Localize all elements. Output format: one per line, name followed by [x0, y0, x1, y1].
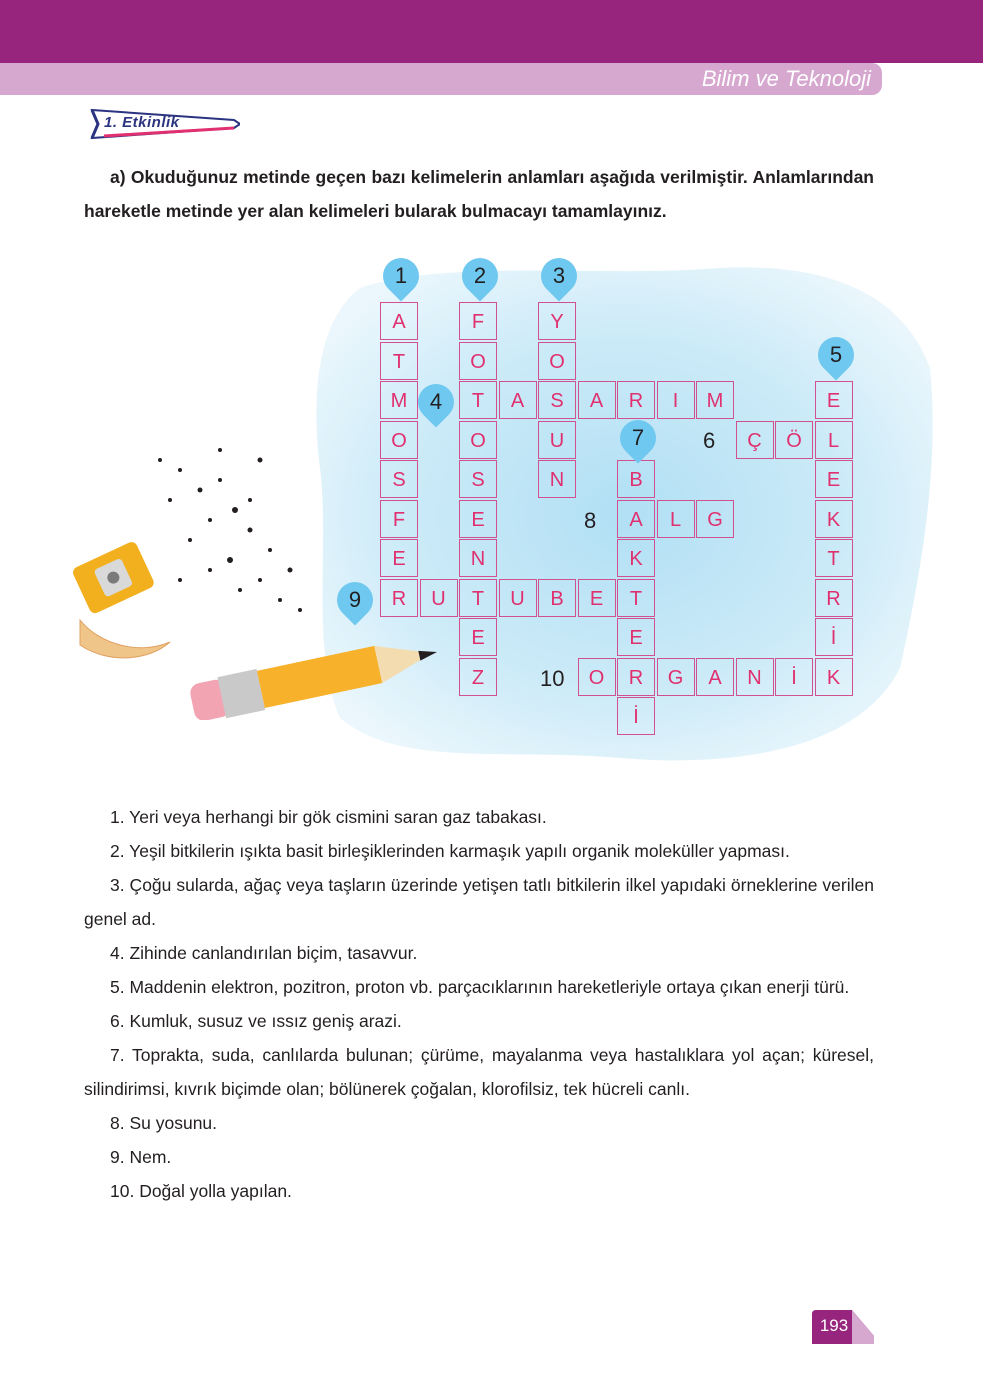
crossword-cell[interactable]: E [459, 500, 497, 538]
crossword-cell[interactable]: A [696, 658, 734, 696]
crossword-cell[interactable]: G [696, 500, 734, 538]
clue-number: 6 [703, 428, 716, 453]
crossword-cell[interactable]: O [459, 342, 497, 380]
crossword-cell[interactable]: Y [538, 302, 576, 340]
crossword-cell[interactable]: N [459, 539, 497, 577]
crossword-cell[interactable]: A [578, 381, 616, 419]
crossword-cell[interactable]: O [459, 421, 497, 459]
clue-number: 10 [540, 666, 565, 691]
crossword-cell[interactable]: R [815, 579, 853, 617]
crossword-cell[interactable]: E [578, 579, 616, 617]
clue-10: 10. Doğal yolla yapılan. [110, 1181, 292, 1201]
crossword-cell[interactable]: T [459, 381, 497, 419]
page-number: 193 [819, 1316, 849, 1335]
crossword-cell[interactable]: U [499, 579, 537, 617]
activity-label: 1. Etkinlik [104, 114, 180, 131]
crossword-cell[interactable]: K [815, 500, 853, 538]
crossword-cell[interactable]: T [459, 579, 497, 617]
crossword-cell[interactable]: T [380, 342, 418, 380]
crossword-cell[interactable]: L [815, 421, 853, 459]
crossword-cell[interactable]: Ö [775, 421, 813, 459]
instruction-text [84, 160, 874, 228]
crossword-cell[interactable]: Ç [736, 421, 774, 459]
clue-9: 9. Nem. [110, 1147, 172, 1167]
clue-5: 5. Maddenin elektron, pozitron, proton vb. parçacıklarının hareketleriyle ortaya çıkan enerji türü. [110, 977, 850, 997]
clue-number: 9 [348, 587, 362, 612]
clue-3: 3. Çoğu sularda, ağaç veya taşların üzerinde yetişen tatlı bitkilerin ilkel yapıdaki örneklerine verilen genel ad. [84, 875, 874, 929]
crossword-cell[interactable]: E [459, 618, 497, 656]
crossword-cell[interactable]: K [815, 658, 853, 696]
crossword-cell[interactable]: E [815, 460, 853, 498]
clue-8: 8. Su yosunu. [110, 1113, 218, 1133]
crossword-cell[interactable]: O [578, 658, 616, 696]
crossword-cell[interactable]: N [538, 460, 576, 498]
clue-7: 7. Toprakta, suda, canlılarda bulunan; çürüme, mayalanma veya hastalıklara yol açan; küresel, silindirimsi, kıvrık biçimde olan; bölünerek çoğalan, klorofilsiz, tek hücreli canlı. [84, 1045, 874, 1099]
top-band [0, 0, 983, 63]
crossword-cell[interactable]: B [538, 579, 576, 617]
crossword-cell[interactable]: İ [617, 697, 655, 735]
clue-number: 1 [394, 263, 408, 288]
clue-number: 7 [631, 425, 645, 450]
crossword-cell[interactable]: E [617, 618, 655, 656]
crossword-cell[interactable]: R [380, 579, 418, 617]
crossword-cell[interactable]: B [617, 460, 655, 498]
clue-number: 5 [829, 342, 843, 367]
crossword-cell[interactable]: R [617, 658, 655, 696]
crossword-cell[interactable]: Z [459, 658, 497, 696]
crossword-cell[interactable]: A [617, 500, 655, 538]
clue-number: 8 [584, 508, 597, 533]
clue-number: 2 [473, 263, 487, 288]
clue-number: 3 [552, 263, 566, 288]
crossword-cell[interactable]: İ [815, 618, 853, 656]
crossword-cell[interactable]: F [459, 302, 497, 340]
crossword-cell[interactable]: M [696, 381, 734, 419]
crossword-cell[interactable]: E [380, 539, 418, 577]
crossword-cell[interactable]: S [380, 460, 418, 498]
crossword-cell[interactable]: A [380, 302, 418, 340]
clue-number: 4 [429, 389, 443, 414]
clue-6: 6. Kumluk, susuz ve ıssız geniş arazi. [110, 1011, 402, 1031]
clue-1: 1. Yeri veya herhangi bir gök cismini saran gaz tabakası. [110, 807, 547, 827]
crossword-cell[interactable]: A [499, 381, 537, 419]
crossword-cell[interactable]: G [657, 658, 695, 696]
crossword-cell[interactable]: M [380, 381, 418, 419]
crossword-cell[interactable]: U [420, 579, 458, 617]
crossword-cell[interactable]: R [617, 381, 655, 419]
crossword-cell[interactable]: E [815, 381, 853, 419]
crossword-cell[interactable]: L [657, 500, 695, 538]
crossword-cell[interactable]: İ [775, 658, 813, 696]
crossword-cell[interactable]: F [380, 500, 418, 538]
crossword-cell[interactable]: O [538, 342, 576, 380]
crossword-cell[interactable]: K [617, 539, 655, 577]
crossword-cell[interactable]: S [459, 460, 497, 498]
crossword-cell[interactable]: N [736, 658, 774, 696]
crossword-cell[interactable]: T [815, 539, 853, 577]
crossword-cell[interactable]: S [538, 381, 576, 419]
crossword-cell[interactable]: U [538, 421, 576, 459]
clue-list [84, 800, 874, 1208]
crossword-cell[interactable]: O [380, 421, 418, 459]
crossword-cell[interactable]: I [657, 381, 695, 419]
clue-4: 4. Zihinde canlandırılan biçim, tasavvur. [110, 943, 418, 963]
section-title: Bilim ve Teknoloji [701, 66, 871, 91]
crossword-cell[interactable]: T [617, 579, 655, 617]
clue-2: 2. Yeşil bitkilerin ışıkta basit birleşiklerinden karmaşık yapılı organik moleküller yapması. [110, 841, 790, 861]
instruction-content: a) Okuduğunuz metinde geçen bazı kelimelerin anlamları aşağıda verilmiştir. Anlamlarından hareketle metinde yer alan kelimeleri bularak bulmacayı tamamlayınız. [84, 167, 874, 221]
